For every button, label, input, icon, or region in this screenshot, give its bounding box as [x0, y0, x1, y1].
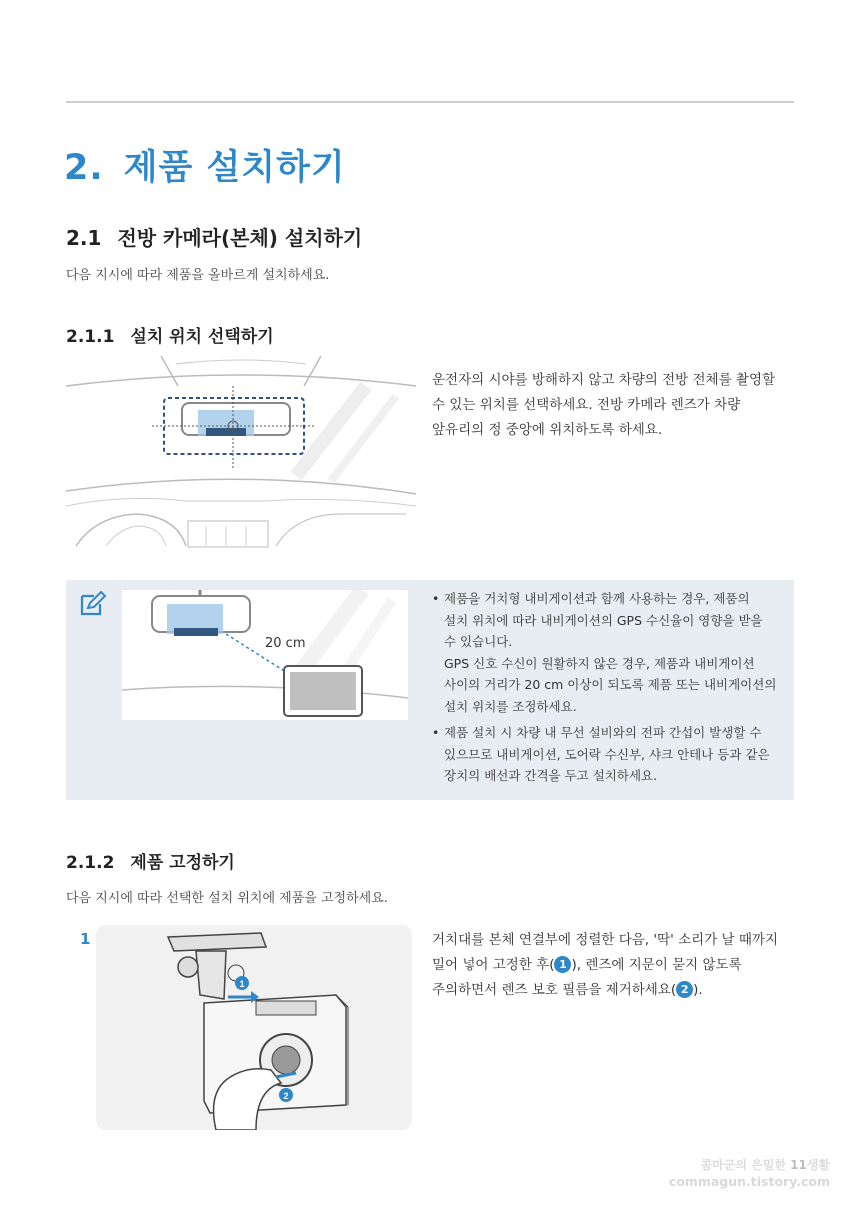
text-line: 장치의 배선과 간격을 두고 설치하세요. — [444, 768, 658, 783]
heading-text: 제품 고정하기 — [130, 853, 235, 873]
top-rule — [66, 101, 794, 103]
svg-text:1: 1 — [239, 979, 245, 989]
distance-label: 20 cm — [265, 636, 306, 651]
watermark-text: 콤마군의 은밀한 — [700, 1158, 791, 1172]
note-bullets — [432, 588, 782, 792]
text-line: • 제품을 거치형 내비게이션과 함께 사용하는 경우, 제품의 — [444, 591, 750, 606]
s212-intro: 다음 지시에 따라 선택한 설치 위치에 제품을 고정하세요. — [66, 891, 388, 906]
section-title — [64, 140, 346, 190]
step-2-badge: 2 — [676, 981, 693, 998]
text-line: 거치대를 본체 연결부에 정렬한 다음, '딱' 소리가 날 때까지 — [432, 932, 778, 948]
text-line: 운전자의 시야를 방해하지 않고 차량의 전방 전체를 촬영할 — [432, 372, 776, 388]
step-number: 1 — [80, 930, 91, 948]
text-part: 주의하면서 렌즈 보호 필름을 제거하세요( — [432, 982, 677, 998]
note-pencil-icon — [78, 590, 106, 618]
heading-text: 설치 위치 선택하기 — [130, 327, 274, 347]
heading-number: 2.1.2 — [66, 853, 115, 873]
watermark-url: commagun.tistory.com — [668, 1174, 830, 1189]
watermark-text: 11 — [790, 1158, 807, 1172]
note-bullet — [432, 722, 782, 787]
text-line: 설치 위치에 따라 내비게이션의 GPS 수신율이 영향을 받을 — [444, 612, 763, 628]
text-line: 있으므로 내비게이션, 도어락 수신부, 샤크 안테나 등과 같은 — [444, 746, 770, 762]
text-line: 사이의 거리가 20 cm 이상이 되도록 제품 또는 내비게이션의 — [444, 677, 777, 692]
install-position-illustration — [66, 356, 416, 548]
heading-number: 2.1.1 — [66, 327, 115, 347]
text-line: 수 있습니다. — [444, 634, 513, 649]
note-bullet — [432, 588, 782, 717]
section-number: 2. — [64, 148, 104, 188]
section-title-text: 제품 설치하기 — [123, 148, 346, 188]
subsection-title — [66, 222, 362, 251]
watermark-text: 생활 — [806, 1158, 830, 1172]
text-part: ). — [693, 982, 703, 998]
text-line: 수 있는 위치를 선택하세요. 전방 카메라 렌즈가 차량 — [432, 397, 741, 413]
svg-text:2: 2 — [283, 1091, 289, 1101]
watermark-title — [701, 1156, 830, 1173]
text-line: 앞유리의 정 중앙에 위치하도록 하세요. — [432, 422, 663, 438]
navigation-distance-illustration — [122, 590, 408, 720]
text-line — [432, 978, 778, 1003]
text-part: 밀어 넣어 고정한 후( — [432, 957, 555, 973]
subsection-title-text: 전방 카메라(본체) 설치하기 — [117, 226, 363, 250]
note-box — [66, 580, 794, 800]
text-line: GPS 신호 수신이 원활하지 않은 경우, 제품과 내비게이션 — [444, 655, 755, 671]
text-line: • 제품 설치 시 차량 내 무선 설비와의 전파 간섭이 발생할 수 — [444, 725, 762, 740]
text-line — [432, 953, 778, 978]
heading-2-1-2 — [66, 848, 235, 873]
mounting-illustration — [96, 925, 412, 1130]
heading-2-1-1 — [66, 322, 274, 347]
step-1-badge: 1 — [554, 956, 571, 973]
s211-description — [432, 368, 775, 443]
text-line: 설치 위치를 조정하세요. — [444, 698, 577, 714]
s212-description — [432, 928, 778, 1003]
subsection-intro: 다음 지시에 따라 제품을 올바르게 설치하세요. — [66, 268, 330, 283]
subsection-number: 2.1 — [66, 226, 102, 250]
text-part: ), 렌즈에 지문이 묻지 않도록 — [571, 957, 742, 973]
